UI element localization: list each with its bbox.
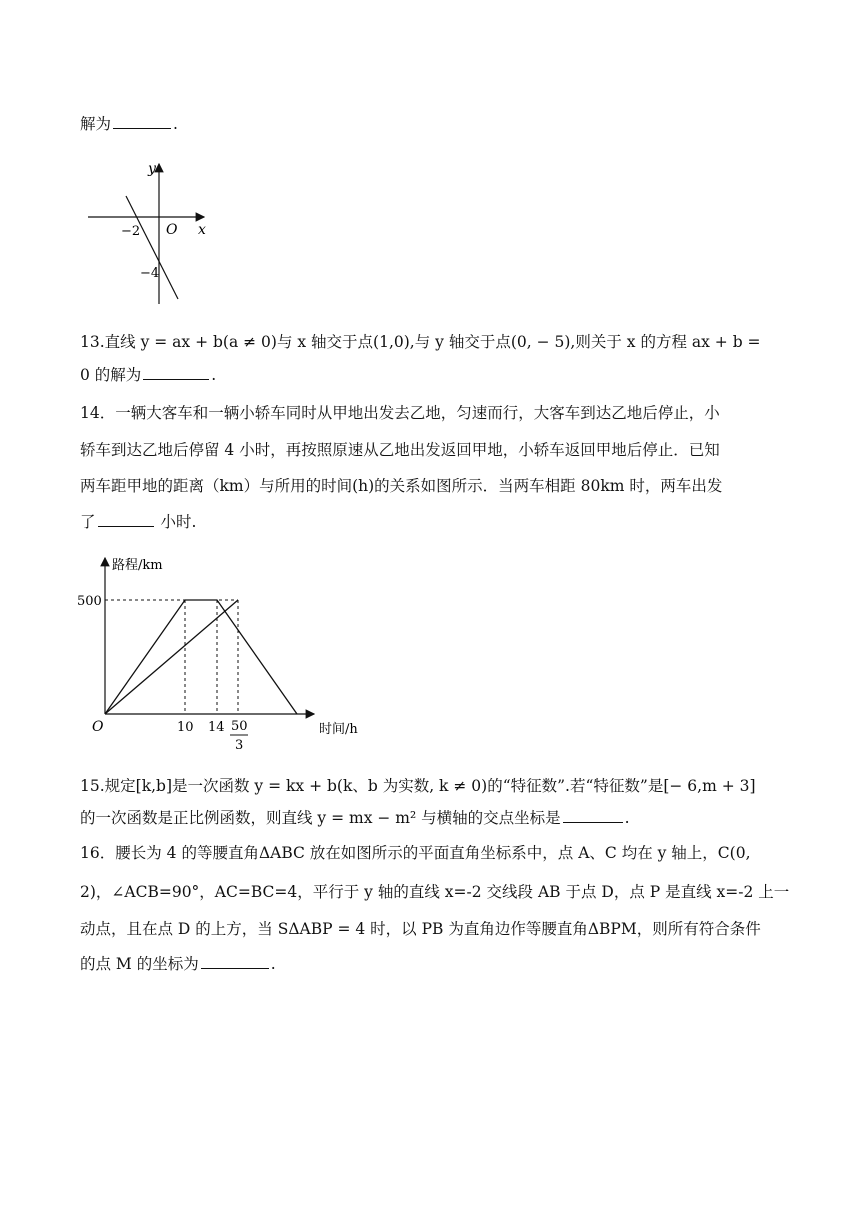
figure-linear-graph bbox=[86, 156, 216, 306]
q16-line-1: 16．腰长为 4 的等腰直角ΔABC 放在如图所示的平面直角坐标系中，点 A、C 均在 y 轴上，C(0, bbox=[80, 844, 751, 862]
q15-period: . bbox=[624, 809, 630, 827]
y-tick-500: 500 bbox=[77, 594, 102, 609]
car-path bbox=[105, 600, 297, 714]
q13-line-2-text: 0 的解为 bbox=[80, 366, 142, 384]
q16-line-4 bbox=[80, 952, 276, 974]
q12-period: . bbox=[173, 115, 178, 133]
q15-line-2-text: 的一次函数是正比例函数，则直线 y = mx − m² 与横轴的交点坐标是 bbox=[80, 809, 561, 827]
graph-line bbox=[126, 196, 178, 299]
q12-tail-text: 解为 bbox=[80, 115, 112, 133]
q16-line-2: 2)，∠ACB=90°，AC=BC=4，平行于 y 轴的直线 x=-2 交线段 AB 于点 D，点 P 是直线 x=-2 上一 bbox=[80, 883, 790, 901]
x-tick-frac-denominator: 3 bbox=[235, 738, 244, 753]
q16-line-4-text: 的点 M 的坐标为 bbox=[80, 955, 199, 973]
bus-path bbox=[105, 600, 238, 714]
q14-line-4-text: 了 bbox=[80, 513, 96, 531]
q16-line-3: 动点，且在点 D 的上方，当 SΔABP = 4 时，以 PB 为直角边作等腰直角ΔBPM，则所有符合条件 bbox=[80, 920, 761, 938]
x-axis-label: x bbox=[198, 222, 206, 238]
q15-line-1: 15.规定[k,b]是一次函数 y = kx + b(k、b 为实数, k ≠ 0)的“特征数”.若“特征数”是[− 6,m + 3] bbox=[80, 777, 756, 795]
q13-line-1: 13.直线 y = ax + b(a ≠ 0)与 x 轴交于点(1,0),与 y 轴交于点(0, − 5),则关于 x 的方程 ax + b = bbox=[80, 333, 761, 351]
q15-answer-blank bbox=[563, 821, 623, 823]
q14-unit-text: 小时. bbox=[155, 513, 197, 531]
q13-line-2 bbox=[80, 363, 216, 385]
q12-tail-line bbox=[80, 112, 178, 134]
q14-answer-blank bbox=[98, 525, 154, 527]
x-tick-14: 14 bbox=[208, 720, 225, 735]
x-axis-label: 时间/h bbox=[319, 722, 358, 737]
q14-line-2: 轿车到达乙地后停留 4 小时，再按照原速从乙地出发返回甲地，小轿车返回甲地后停止．已知 bbox=[80, 441, 720, 459]
y-intercept-label: −4 bbox=[140, 266, 160, 281]
q12-answer-blank bbox=[113, 127, 171, 129]
origin-label: O bbox=[166, 222, 178, 238]
y-axis-label: 路程/km bbox=[112, 558, 163, 573]
y-axis-label: y bbox=[148, 161, 156, 177]
q15-line-2 bbox=[80, 806, 630, 828]
q16-answer-blank bbox=[201, 967, 269, 969]
q13-period: . bbox=[211, 366, 217, 384]
q13-answer-blank bbox=[143, 378, 209, 380]
figure-distance-time-graph bbox=[77, 550, 376, 755]
q14-line-3: 两车距甲地的距离（km）与所用的时间(h)的关系如图所示．当两车相距 80km 时，两车出发 bbox=[80, 477, 723, 495]
q14-line-4 bbox=[80, 510, 196, 532]
x-tick-frac-numerator: 50 bbox=[231, 719, 248, 734]
q14-line-1: 14．一辆大客车和一辆小轿车同时从甲地出发去乙地，匀速而行，大客车到达乙地后停止，小 bbox=[80, 404, 720, 422]
x-intercept-label: −2 bbox=[121, 224, 141, 239]
origin-label: O bbox=[92, 719, 104, 735]
q16-period: . bbox=[270, 955, 276, 973]
x-tick-10: 10 bbox=[177, 720, 194, 735]
